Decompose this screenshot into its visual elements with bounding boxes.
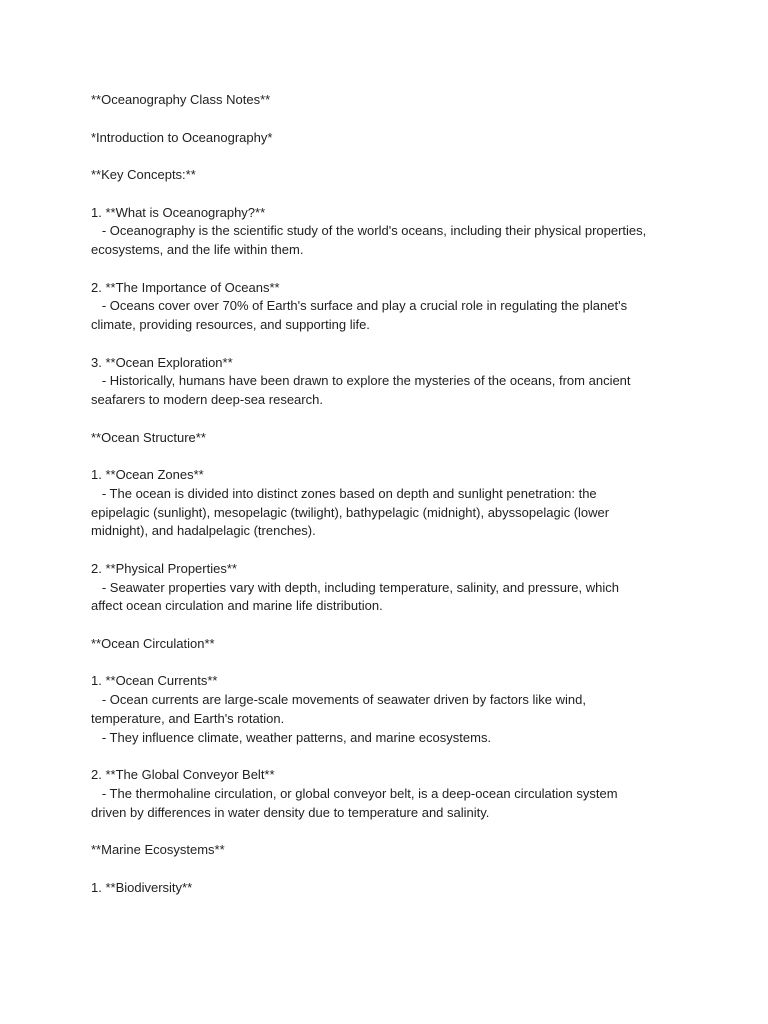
document-body-text: **Oceanography Class Notes** *Introduction to Oceanography* **Key Concepts:** 1. **What is Oceanography?** - Oceanography is the scientific study of the world's oceans, including their physical properties, ecosystems, and the life within them. 2. **The Importance of Oceans** - Oceans cover over 70% of Earth's surface and play a crucial role in regulating the planet's climate, providing resources, and supporting life. 3. **Ocean Exploration** - Historically, humans have been drawn to explore the mysteries of the oceans, from ancient seafarers to modern deep-sea research. **Ocean Structure** 1. **Ocean Zones** - The ocean is divided into distinct zones based on depth and sunlight penetration: the epipelagic (sunlight), mesopelagic (twilight), bathypelagic (midnight), abyssopelagic (lower midnight), and hadalpelagic (trenches). 2. **Physical Properties** - Seawater properties vary with depth, including temperature, salinity, and pressure, which affect ocean circulation and marine life distribution. **Ocean Circulation** 1. **Ocean Currents** - Ocean currents are large-scale movements of seawater driven by factors like wind, temperature, and Earth's rotation. - They influence climate, weather patterns, and marine ecosystems. 2. **The Global Conveyor Belt** - The thermohaline circulation, or global conveyor belt, is a deep-ocean circulation system driven by differences in water density due to temperature and salinity. **Marine Ecosystems** 1. **Biodiversity** <box>91 92 647 895</box>
